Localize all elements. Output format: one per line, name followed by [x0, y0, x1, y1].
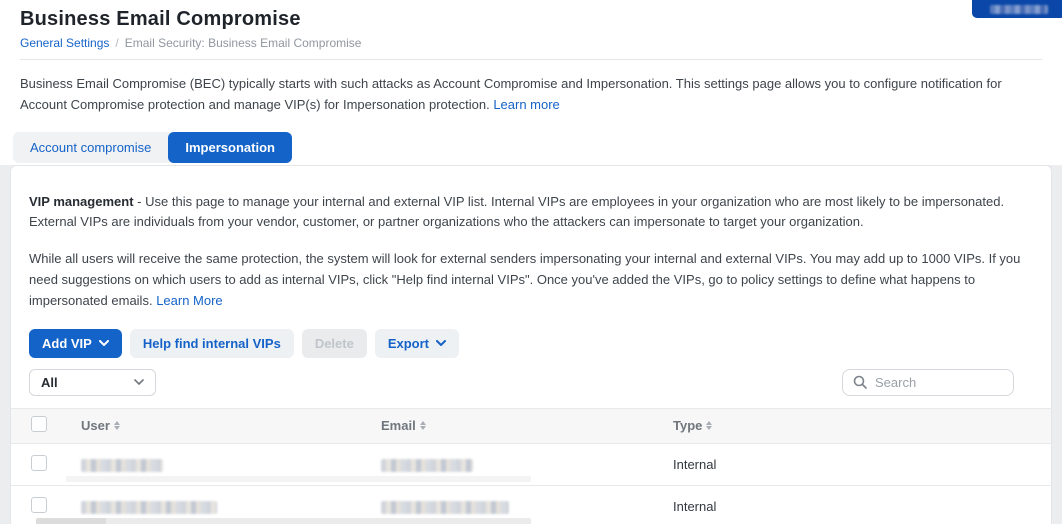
page-title: Business Email Compromise	[20, 8, 301, 30]
type-filter-value: All	[41, 374, 58, 390]
tab-impersonation[interactable]: Impersonation	[168, 132, 292, 163]
table-row	[11, 444, 1051, 486]
vip-table	[11, 408, 1051, 524]
search-input[interactable]	[875, 375, 995, 390]
breadcrumb-separator: /	[115, 36, 119, 50]
chevron-down-icon	[134, 379, 144, 385]
vip-learn-more-link[interactable]: Learn More	[156, 292, 223, 308]
sort-icon	[420, 421, 426, 430]
intro-text: Business Email Compromise (BEC) typically starts with such attacks as Account Compromise and Impersonation. This settings page allows you to configure notification for Account Compromise protection and manage VIP(s) for Impersonation protection.	[20, 76, 1002, 112]
redacted-button-label	[990, 5, 1048, 14]
redacted-email	[381, 501, 509, 514]
column-label-email: Email	[381, 418, 416, 434]
toolbar	[29, 329, 1033, 358]
column-label-user: User	[81, 418, 110, 434]
header-divider	[20, 59, 1042, 60]
intro-paragraph	[0, 60, 1062, 116]
vip-dash: -	[137, 193, 142, 209]
column-header-type[interactable]	[673, 418, 1051, 433]
export-label: Export	[387, 335, 430, 351]
tab-account-compromise[interactable]: Account compromise	[30, 139, 152, 155]
type-cell: Internal	[673, 498, 717, 514]
vip-management-heading: VIP management	[29, 193, 134, 209]
breadcrumb-current: Email Security: Business Email Compromise	[124, 36, 362, 50]
redacted-email	[381, 459, 473, 472]
row-checkbox[interactable]	[31, 497, 47, 513]
chevron-down-icon	[436, 340, 446, 346]
table-row	[11, 486, 1051, 524]
page-header	[0, 0, 1062, 60]
tabs-row	[0, 116, 1062, 163]
add-vip-label: Add VIP	[42, 335, 92, 351]
vip-desc-2: While all users will receive the same protection, the system will look for external senders impersonating your internal and external VIPs. You may add up to 1000 VIPs. If you need suggestions on which users to add as internal VIPs, click "Help find internal VIPs". Once you've added the VIPs, go to policy settings to define what happens to impersonated emails.	[29, 251, 1021, 308]
type-cell: Internal	[673, 456, 717, 472]
row-checkbox[interactable]	[31, 455, 47, 471]
delete-button[interactable]: Delete	[302, 329, 367, 358]
impersonation-panel	[10, 165, 1052, 524]
search-icon	[853, 375, 867, 389]
column-header-user[interactable]	[81, 418, 381, 433]
filter-row	[29, 369, 1033, 396]
type-filter-select[interactable]	[29, 369, 156, 396]
table-header-row	[11, 408, 1051, 444]
search-box	[842, 369, 1014, 396]
column-header-email[interactable]	[381, 418, 673, 433]
add-vip-button[interactable]	[29, 329, 122, 358]
export-button[interactable]	[375, 329, 459, 358]
help-find-internal-vips-button[interactable]: Help find internal VIPs	[130, 329, 294, 358]
redacted-user	[81, 501, 217, 514]
sort-icon	[114, 421, 120, 430]
breadcrumb	[20, 36, 1042, 50]
vip-management-paragraph	[29, 192, 1033, 234]
sort-icon	[706, 421, 712, 430]
vip-protection-paragraph	[29, 249, 1033, 311]
breadcrumb-link-general-settings[interactable]: General Settings	[20, 36, 110, 50]
top-right-account-button[interactable]	[972, 0, 1062, 18]
select-all-checkbox[interactable]	[31, 416, 47, 432]
chevron-down-icon	[99, 340, 109, 346]
tab-group	[13, 132, 292, 163]
vip-desc-1: Use this page to manage your internal and external VIP list. Internal VIPs are employees in your organization who are most likely to be impersonated. External VIPs are individuals from your vendor, customer, or partner organizations who the attackers can impersonate to target your organization.	[29, 193, 1005, 230]
redacted-user	[81, 459, 163, 472]
intro-learn-more-link[interactable]: Learn more	[493, 96, 560, 112]
page-lower-region	[0, 165, 1062, 524]
column-label-type: Type	[673, 418, 703, 434]
